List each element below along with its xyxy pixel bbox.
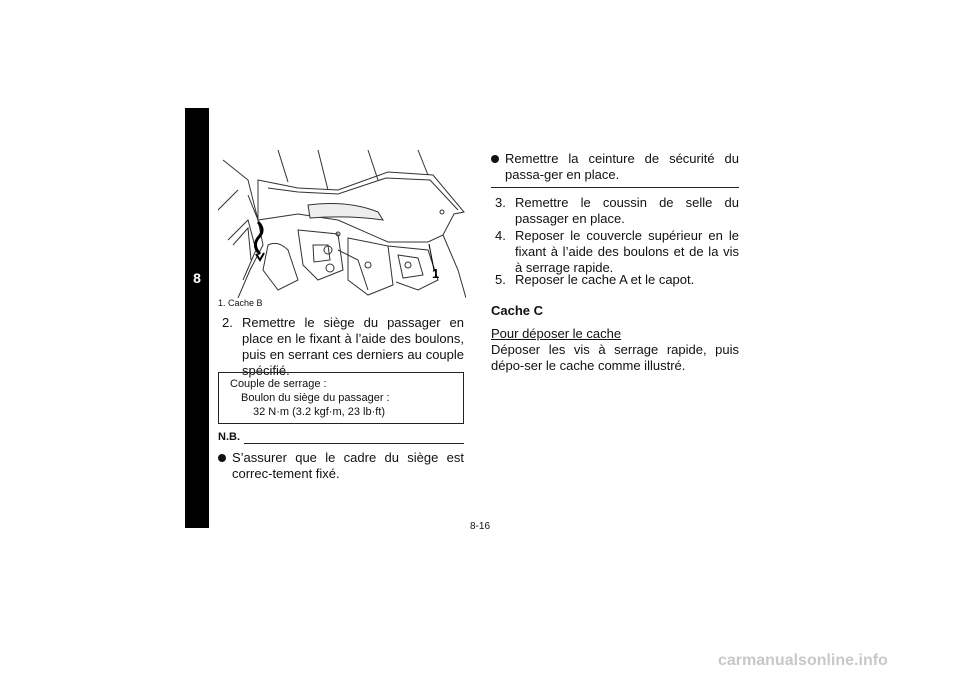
page-number: 8-16 (470, 521, 491, 532)
step-text: Reposer le couvercle supérieur en le fixant à l’aide des boulons et de la vis à serrage rapide. (515, 228, 739, 275)
step-text: Remettre le siège du passager en place en le fixant à l’aide des boulons, puis en serrant ces derniers au couple spécifié. (242, 315, 464, 378)
nb-rule (244, 443, 464, 444)
figure-callout: 1 (432, 266, 440, 281)
torque-value: 32 N·m (3.2 kgf·m, 23 lb·ft) (253, 406, 386, 418)
step-3 (495, 195, 739, 229)
nb-label: N.B. (218, 431, 240, 443)
step-5 (495, 272, 739, 290)
step-2 (222, 315, 464, 378)
nb-text: S’assurer que le cadre du siège est correc-tement fixé. (232, 450, 464, 481)
nb-bullet (218, 450, 464, 484)
section-rule (491, 187, 739, 188)
seatbelt-bullet (491, 151, 739, 185)
torque-title: Couple de serrage : (230, 378, 327, 390)
bullet-dot (491, 155, 499, 163)
chapter-tab (185, 108, 209, 528)
step-number: 2. (222, 315, 233, 330)
bullet-dot (218, 454, 226, 462)
step-4 (495, 228, 739, 278)
step-text: Remettre le coussin de selle du passager en place. (515, 195, 739, 226)
step-number: 4. (495, 228, 506, 243)
torque-spec-box (218, 372, 464, 424)
section-paragraph: Déposer les vis à serrage rapide, puis dépo-ser le cache comme illustré. (491, 342, 739, 373)
figure-caption: 1. Cache B (218, 298, 263, 308)
step-number: 3. (495, 195, 506, 210)
section-subheading: Pour déposer le cache (491, 326, 622, 341)
bullet-text: Remettre la ceinture de sécurité du passa-ger en place. (505, 151, 739, 182)
chapter-number: 8 (193, 270, 201, 286)
seat-cover-illustration (218, 150, 466, 298)
watermark: carmanualsonline.info (718, 652, 888, 669)
torque-item: Boulon du siège du passager : (241, 392, 390, 404)
step-text: Reposer le cache A et le capot. (515, 272, 695, 287)
step-number: 5. (495, 272, 506, 287)
section-heading: Cache C (491, 303, 544, 318)
